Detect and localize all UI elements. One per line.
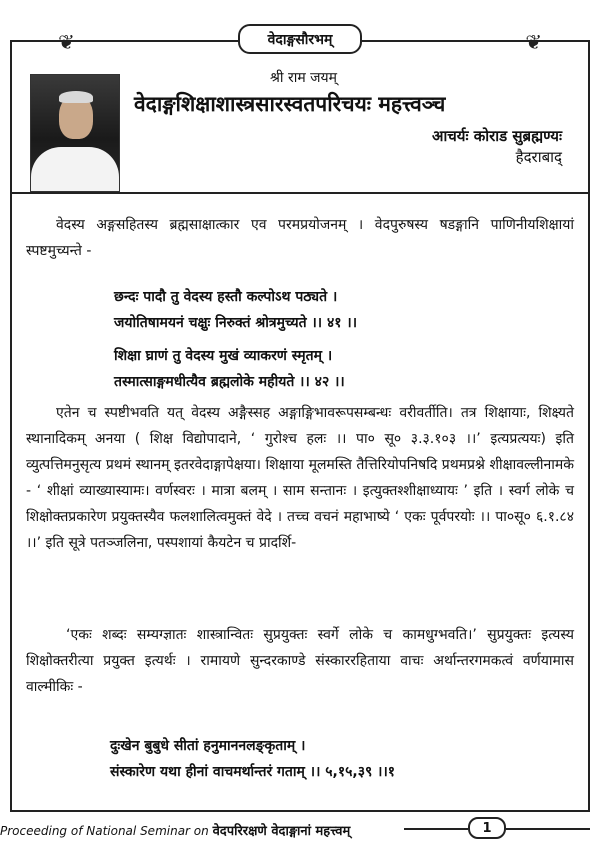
verse-line: शिक्षा घ्राणं तु वेदस्य मुखं व्याकरणं स्मृतम् । — [114, 348, 333, 364]
footer-caption — [0, 821, 350, 839]
verse-line: तस्मात्साङ्गमधीत्यैव ब्रह्मलोके महीयते ।। ४२ ।। — [114, 374, 345, 390]
verse-line: छन्दः पादौ तु वेदस्य हस्तौ कल्पोऽथ पठ्यते । — [114, 289, 338, 305]
verse-3 — [110, 733, 395, 785]
verse-line: जयोतिषामयनं चक्षुः निरुक्तं श्रोत्रमुच्यते ।। ४१ ।। — [114, 315, 358, 331]
author-photo — [30, 74, 120, 192]
footer-proceeding: Proceeding of National Seminar on — [0, 824, 213, 838]
verse-line: संस्कारेण यथा हीनां वाचमर्थान्तरं गताम् ।। ५,१५,३९ ।।१ — [110, 764, 396, 780]
title-separator — [10, 192, 590, 194]
verse-2 — [114, 343, 345, 395]
author-place: हैदराबाद् — [515, 148, 562, 166]
page-number: 1 — [468, 817, 506, 839]
paragraph-2: एतेन च स्पष्टीभवति यत् वेदस्य अङ्गैस्सह अङ्गाङ्गिभावरूपसम्बन्धः वरीवर्तीति। तत्र शिक्षायाः, शिक्ष्यते स्थानादिकम् अनया ( शिक्ष विद्योपादाने, ‘ गुरोश्च हलः ।। पा० सू० ३.३.१०३ ।।’ इत्यप्रत्ययः) इति व्युत्पत्तिमनुसृत्य प्रथमं स्थानम् इतरवेदाङ्गापेक्षया। शिक्षाया मूलमस्ति तैत्तिरियोपनिषदि प्रथमप्रश्ने शीक्षावल्लीनामके - ‘ शीक्षां व्याख्यास्यामः। वर्णस्वरः । मात्रा बलम् । साम सन्तानः । इत्युक्तश्शीक्षाध्यायः ’ इति । स्वर्ग लोके च शिक्षोक्तप्रकारेण प्रयुक्तस्यैव फलशालित्वमुक्तं वेदे । तच्च वचनं महाभाष्ये ‘ एकः पूर्वपरयोः ।। पा०सू० ६.१.८४ ।।’ इति सूत्रे पतञ्जलिना, पस्पशायां कैयटेन च प्रादर्शि- — [26, 405, 574, 551]
footer-rule-left — [404, 828, 468, 830]
article-title: वेदाङ्गशिक्षाशास्त्रसारस्वतपरिचयः महत्त्वञ्च — [134, 92, 446, 116]
footer-rule-right — [506, 828, 590, 830]
paragraph-1: वेदस्य अङ्गसहितस्य ब्रह्मसाक्षात्कार एव परमप्रयोजनम् । वेदपुरुषस्य षडङ्गानि पाणिनीयशिक्षायां स्पष्टमुच्यन्ते - — [26, 217, 574, 259]
flourish-left-icon: ❦ — [58, 30, 75, 54]
verse-line: दुःखेन बुबुधे सीतां हनुमाननलङ्कृताम् । — [110, 738, 306, 754]
invocation: श्री राम जयम् — [270, 70, 338, 86]
running-title: वेदाङ्गसौरभम् — [238, 24, 362, 54]
paragraph-3: ‘एकः शब्दः सम्यग्ज्ञातः शास्त्रान्वितः सुप्रयुक्तः स्वर्गे लोके च कामधुग्भवति।’ सुप्रयुक्तः इत्यस्य शिक्षोक्तरीत्या प्रयुक्त इत्यर्थः । रामायणे सुन्दरकाण्डे संस्काररहिताया वाचः अर्थान्तरगमकत्वं वर्णयामास वाल्मीकिः - — [26, 627, 574, 695]
author-name: आचर्यः कोराड सुब्रह्मण्यः — [431, 127, 562, 145]
flourish-right-icon: ❦ — [525, 30, 542, 54]
verse-1 — [114, 284, 357, 336]
footer-seminar-title: वेदपरिरक्षणे वेदाङ्गानां महत्त्वम् — [212, 824, 351, 839]
